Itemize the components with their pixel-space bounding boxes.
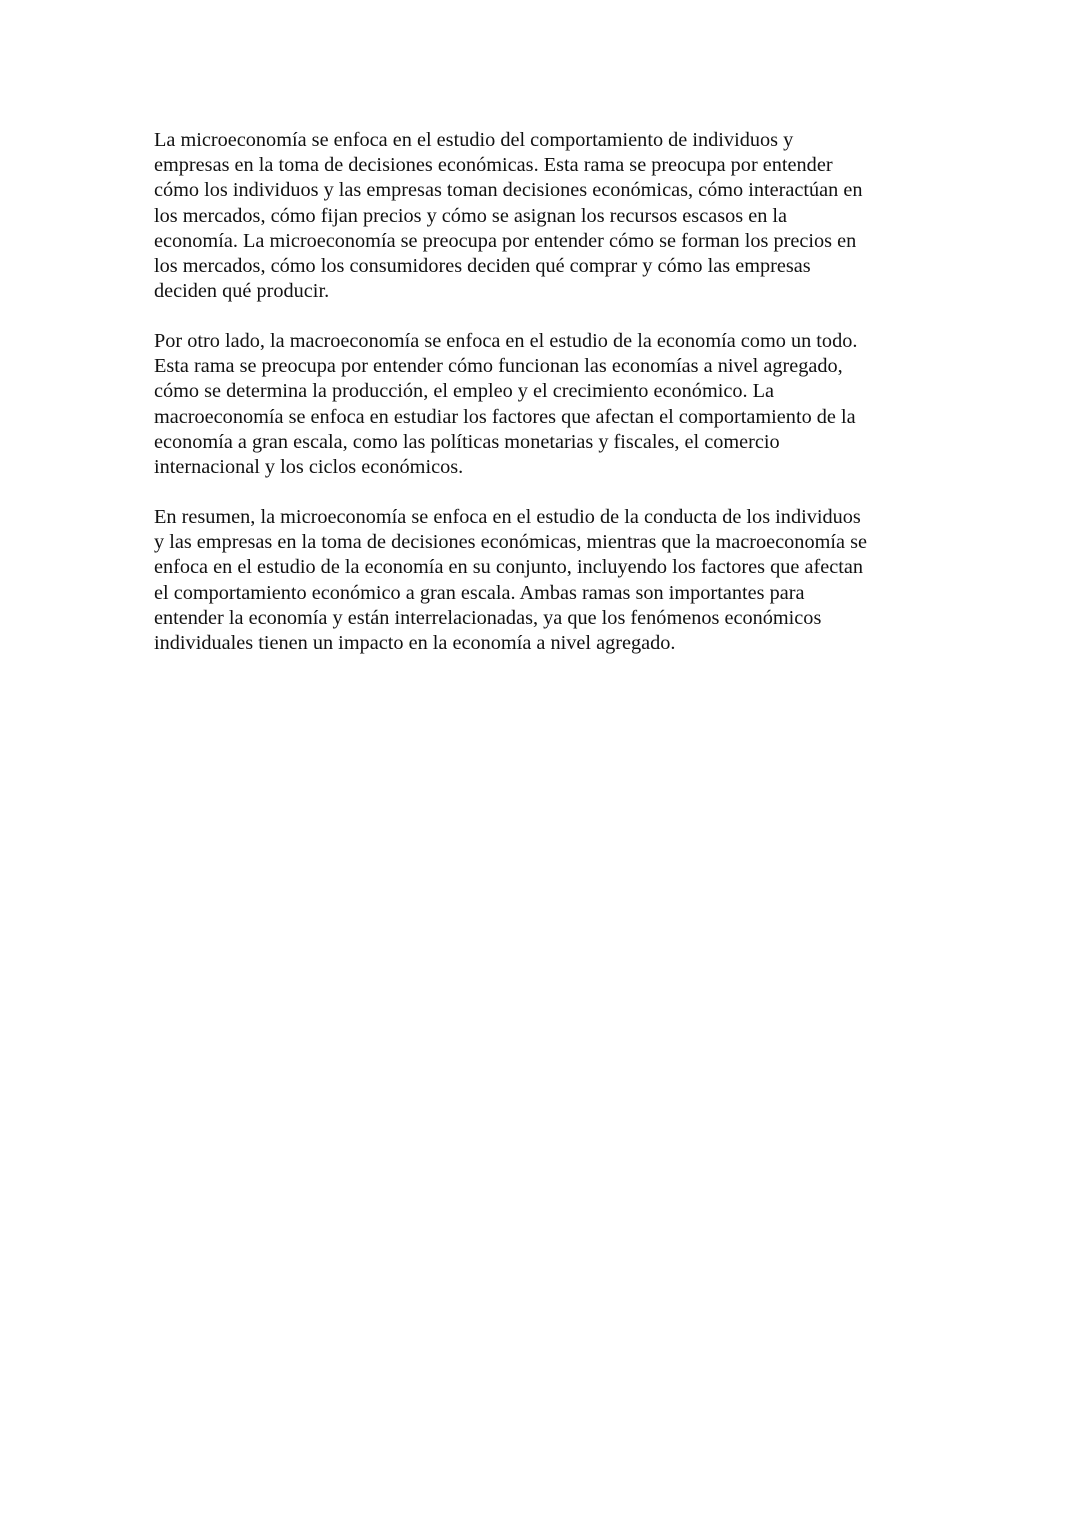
text-line: cómo se determina la producción, el empleo y el crecimiento económico. La [154, 380, 775, 403]
text-line: economía. La microeconomía se preocupa por entender cómo se forman los precios en [154, 229, 857, 252]
text-line: el comportamiento económico a gran escala. Ambas ramas son importantes para [154, 581, 805, 604]
text-line: En resumen, la microeconomía se enfoca en el estudio de la conducta de los individuos [154, 506, 861, 528]
text-line: enfoca en el estudio de la economía en su conjunto, incluyendo los factores que afectan [154, 556, 864, 579]
paragraph-macroeconomics [154, 329, 934, 480]
text-line: individuales tienen un impacto en la economía a nivel agregado. [154, 632, 676, 655]
paragraph-microeconomics [154, 128, 934, 304]
text-line: Por otro lado, la macroeconomía se enfoca en el estudio de la economía como un todo. [154, 330, 858, 352]
text-line: entender la economía y están interrelacionadas, ya que los fenómenos económicos [154, 606, 822, 629]
text-line: internacional y los ciclos económicos. [154, 456, 464, 479]
text-line: empresas en la toma de decisiones económicas. Esta rama se preocupa por entender [154, 154, 833, 177]
paragraph-summary [154, 505, 934, 656]
text-line: cómo los individuos y las empresas toman decisiones económicas, cómo interactúan en [154, 179, 863, 202]
text-line: economía a gran escala, como las políticas monetarias y fiscales, el comercio [154, 430, 780, 453]
text-line: los mercados, cómo fijan precios y cómo se asignan los recursos escasos en la [154, 204, 788, 227]
text-line: Esta rama se preocupa por entender cómo funcionan las economías a nivel agregado, [154, 355, 843, 378]
text-line: los mercados, cómo los consumidores deciden qué comprar y cómo las empresas [154, 255, 811, 278]
text-line: La microeconomía se enfoca en el estudio del comportamiento de individuos y [154, 129, 794, 151]
text-line: macroeconomía se enfoca en estudiar los factores que afectan el comportamiento de la [154, 405, 856, 428]
text-line: deciden qué producir. [154, 280, 330, 303]
text-line: y las empresas en la toma de decisiones económicas, mientras que la macroeconomía se [154, 531, 867, 554]
